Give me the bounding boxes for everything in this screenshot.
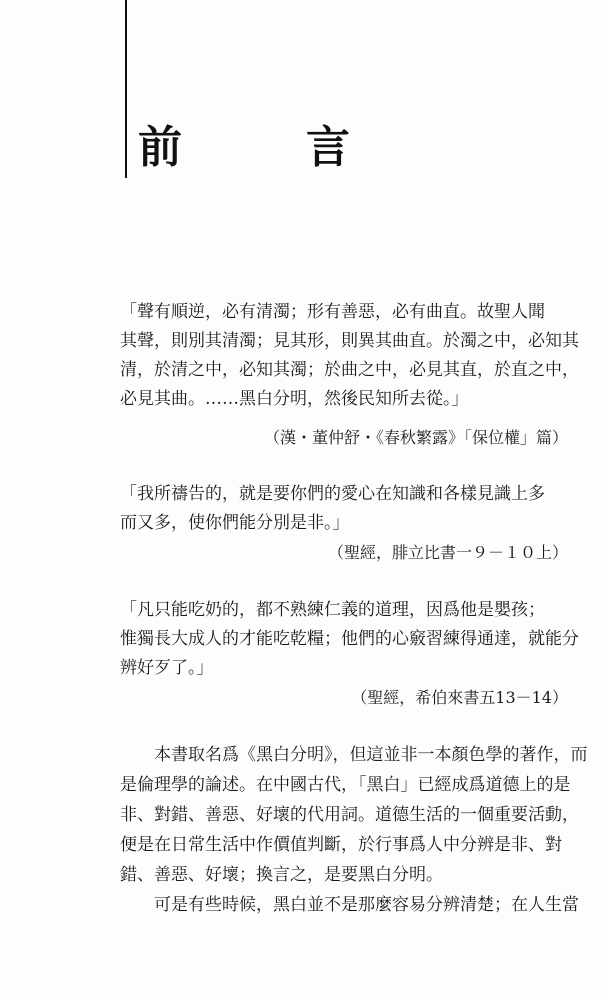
body-line: 錯、善惡、好壞；換言之，是要黑白分明。 — [120, 865, 443, 885]
quote-line: 惟獨長大成人的才能吃乾糧；他們的心竅習練得通達，就能分 — [120, 629, 579, 649]
quote-line: 「聲有順逆，必有清濁；形有善惡，必有曲直。故聖人聞 — [120, 302, 545, 322]
body-line: 是倫理學的論述。在中國古代，「黑白」已經成爲道德上的是 — [120, 775, 571, 795]
quote-line: 辨好歹了。」 — [120, 658, 214, 678]
chapter-title: 前 言 — [138, 122, 390, 173]
quote-line: 必見其曲。……黑白分明，然後民知所去從。」 — [120, 389, 469, 409]
quote-line: 「我所禱告的，就是要你們的愛心在知識和各樣見識上多 — [120, 484, 545, 504]
body-paragraph-1 — [120, 740, 590, 890]
quote-block-2 — [120, 480, 590, 538]
body-paragraph-2 — [120, 890, 590, 920]
body-line: 便是在日常生活中作價值判斷，於行事爲人中分辨是非、對 — [120, 835, 562, 855]
quote-line: 而又多，使你們能分別是非。」 — [120, 513, 350, 533]
quote-line: 清，於清之中，必知其濁；於曲之中，必見其直，於直之中， — [120, 360, 579, 380]
quote-line: 「凡只能吃奶的，都不熟練仁義的道理，因爲他是嬰孩； — [120, 600, 545, 620]
quote-source-3: （聖經，希伯來書五13－14） — [351, 688, 568, 707]
body-line: 非、對錯、善惡、好壞的代用詞。道德生活的一個重要活動， — [120, 805, 579, 825]
body-line: 本書取名爲《黑白分明》，但這並非一本顏色學的著作，而 — [154, 745, 588, 765]
quote-source-1: （漢・董仲舒・《春秋繁露》「保位權」篇） — [263, 428, 568, 447]
vertical-rule — [125, 0, 127, 178]
body-line: 可是有些時候，黑白並不是那麼容易分辨清楚；在人生當 — [154, 895, 579, 915]
quote-line: 其聲，則別其清濁；見其形，則異其曲直。於濁之中，必知其 — [120, 331, 579, 351]
quote-block-1 — [120, 298, 590, 414]
quote-source-2: （聖經，腓立比書一９－１０上） — [327, 543, 568, 562]
quote-block-3 — [120, 596, 590, 683]
